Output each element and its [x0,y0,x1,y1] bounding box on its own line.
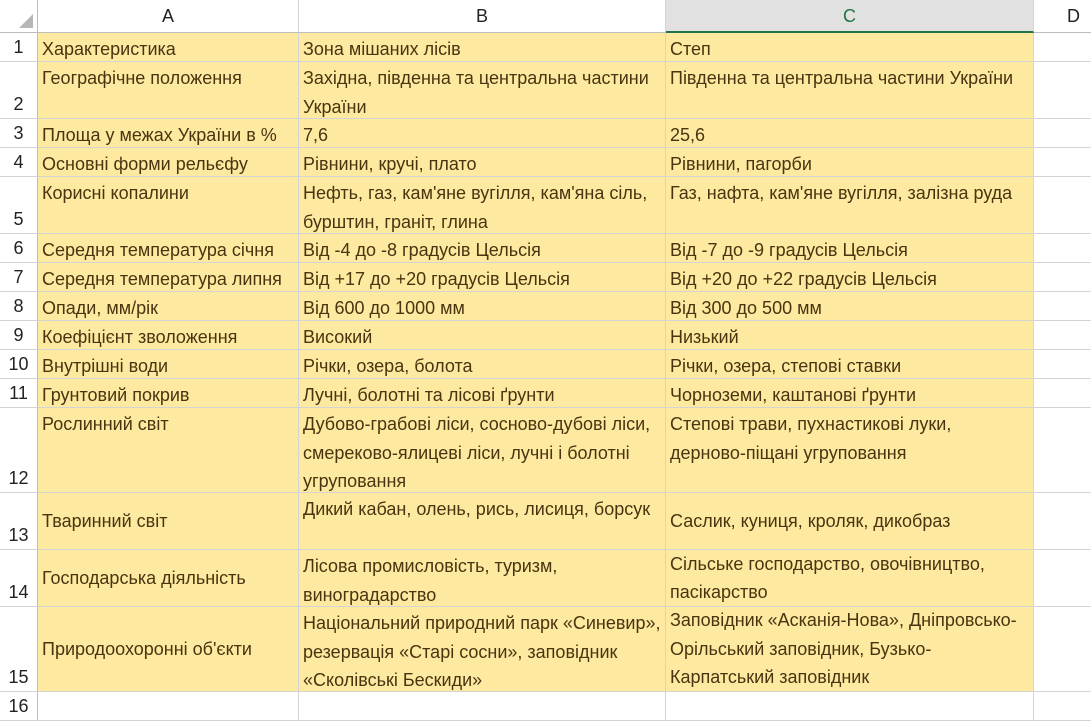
row-header[interactable]: 8 [0,292,38,321]
cell-a[interactable]: Коефіцієнт зволоження [38,321,299,350]
cell-c[interactable]: 25,6 [666,119,1034,148]
column-header-c[interactable]: C [666,0,1034,33]
cell-d[interactable] [1034,379,1091,408]
row-header[interactable]: 9 [0,321,38,350]
row-header[interactable]: 2 [0,62,38,119]
row-header[interactable]: 14 [0,550,38,607]
cell-d[interactable] [1034,692,1091,721]
cell-a[interactable]: Рослинний світ [38,408,299,493]
cell-b[interactable]: Від +17 до +20 градусів Цельсія [299,263,666,292]
cell-a[interactable]: Характеристика [38,33,299,62]
cell-c[interactable]: Низький [666,321,1034,350]
cell-b[interactable]: 7,6 [299,119,666,148]
row-header[interactable]: 13 [0,493,38,550]
row-header[interactable]: 7 [0,263,38,292]
cell-c[interactable]: Від 300 до 500 мм [666,292,1034,321]
cell-d[interactable] [1034,292,1091,321]
row-header[interactable]: 4 [0,148,38,177]
cell-a[interactable]: Грунтовий покрив [38,379,299,408]
cell-c[interactable]: Степ [666,33,1034,62]
cell-b[interactable]: Дикий кабан, олень, рись, лисиця, борсук [299,493,666,550]
cell-c[interactable]: Рівнини, пагорби [666,148,1034,177]
cell-c[interactable]: Від +20 до +22 градусів Цельсія [666,263,1034,292]
cell-b[interactable]: Зона мішаних лісів [299,33,666,62]
row-header[interactable]: 12 [0,408,38,493]
cell-a[interactable]: Основні форми рельєфу [38,148,299,177]
cell-c[interactable]: Степові трави, пухнастикові луки, дерново-піщані угруповання [666,408,1034,493]
cell-d[interactable] [1034,177,1091,234]
cell-b[interactable] [299,692,666,721]
cell-a[interactable]: Природоохоронні об'єкти [38,607,299,692]
column-header-a[interactable]: A [38,0,299,33]
cell-b[interactable]: Від -4 до -8 градусів Цельсія [299,234,666,263]
row-header[interactable]: 10 [0,350,38,379]
cell-b[interactable]: Національний природний парк «Синевир», резервація «Старі сосни», заповідник «Сколівські Бескиди» [299,607,666,692]
cell-b[interactable]: Річки, озера, болота [299,350,666,379]
cell-c[interactable]: Саслик, куниця, кроляк, дикобраз [666,493,1034,550]
cell-a[interactable]: Географічне положення [38,62,299,119]
row-header[interactable]: 16 [0,692,38,721]
cell-a[interactable]: Середня температура січня [38,234,299,263]
cell-b[interactable]: Лучні, болотні та лісові ґрунти [299,379,666,408]
cell-d[interactable] [1034,408,1091,493]
cell-c[interactable]: Сільське господарство, овочівництво, пасікарство [666,550,1034,607]
cell-c[interactable]: Від -7 до -9 градусів Цельсія [666,234,1034,263]
cell-d[interactable] [1034,550,1091,607]
cell-b[interactable]: Рівнини, кручі, плато [299,148,666,177]
cell-a[interactable]: Господарська діяльність [38,550,299,607]
cell-a[interactable]: Опади, мм/рік [38,292,299,321]
cell-b[interactable]: Дубово-грабові ліси, сосново-дубові ліси, смереково-ялицеві ліси, лучні і болотні угруповання [299,408,666,493]
cell-c[interactable]: Річки, озера, степові ставки [666,350,1034,379]
row-header[interactable]: 6 [0,234,38,263]
row-header[interactable]: 11 [0,379,38,408]
cell-b[interactable]: Високий [299,321,666,350]
cell-d[interactable] [1034,350,1091,379]
cell-c[interactable]: Газ, нафта, кам'яне вугілля, залізна руда [666,177,1034,234]
cell-d[interactable] [1034,62,1091,119]
column-header-b[interactable]: B [299,0,666,33]
cell-c[interactable]: Заповідник «Асканія-Нова», Дніпровсько-Орільський заповідник, Бузько-Карпатський заповідник [666,607,1034,692]
select-all-icon [19,14,33,28]
cell-d[interactable] [1034,148,1091,177]
cell-b[interactable]: Від 600 до 1000 мм [299,292,666,321]
cell-a[interactable]: Площа у межах України в % [38,119,299,148]
cell-a[interactable] [38,692,299,721]
column-header-d[interactable]: D [1034,0,1091,33]
cell-c[interactable]: Південна та центральна частини України [666,62,1034,119]
cell-c[interactable] [666,692,1034,721]
cell-a[interactable]: Корисні копалини [38,177,299,234]
row-header[interactable]: 5 [0,177,38,234]
cell-d[interactable] [1034,234,1091,263]
cell-b[interactable]: Нефть, газ, кам'яне вугілля, кам'яна сіль, бурштин, граніт, глина [299,177,666,234]
cell-b[interactable]: Лісова промисловість, туризм, виноградарство [299,550,666,607]
cell-c[interactable]: Чорноземи, каштанові ґрунти [666,379,1034,408]
cell-d[interactable] [1034,33,1091,62]
cell-a[interactable]: Середня температура липня [38,263,299,292]
row-header[interactable]: 15 [0,607,38,692]
cell-d[interactable] [1034,263,1091,292]
cell-d[interactable] [1034,493,1091,550]
cell-b[interactable]: Західна, південна та центральна частини України [299,62,666,119]
row-header[interactable]: 1 [0,33,38,62]
cell-a[interactable]: Тваринний світ [38,493,299,550]
cell-d[interactable] [1034,321,1091,350]
cell-d[interactable] [1034,119,1091,148]
select-all-corner[interactable] [0,0,38,33]
row-header[interactable]: 3 [0,119,38,148]
cell-d[interactable] [1034,607,1091,692]
cell-a[interactable]: Внутрішні води [38,350,299,379]
